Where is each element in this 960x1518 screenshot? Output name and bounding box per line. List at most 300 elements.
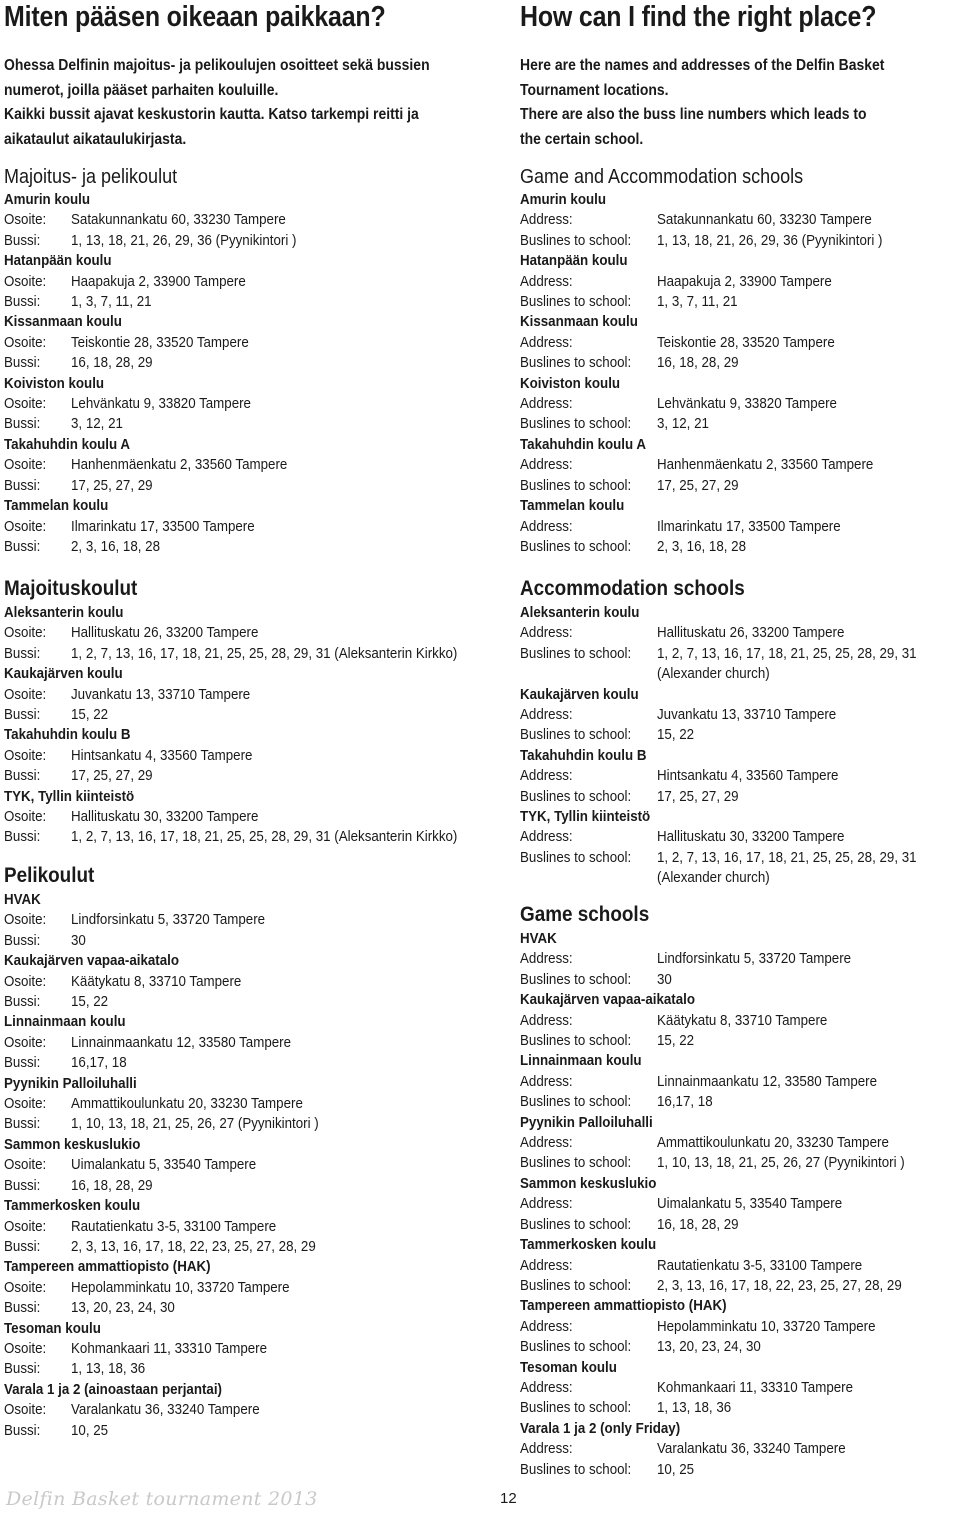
bus-row [4, 537, 500, 557]
bus-row [4, 766, 500, 786]
address-row-value: Hallituskatu 26, 33200 Tampere [71, 625, 259, 642]
bus-row [4, 1237, 500, 1257]
footer-brand: Delfin Basket tournament 2013 [6, 1488, 318, 1510]
bus-row-value: 1, 2, 7, 13, 16, 17, 18, 21, 25, 25, 28, 29, 31 [657, 645, 917, 662]
bus-row-label: Bussi: [4, 707, 41, 724]
address-row-value: Haapakuja 2, 33900 Tampere [657, 273, 832, 290]
address-row-value: Lehvänkatu 9, 33820 Tampere [71, 396, 251, 413]
intro-text [4, 54, 500, 152]
address-row-value: Lindforsinkatu 5, 33720 Tampere [657, 951, 852, 968]
bus-row [4, 1421, 500, 1441]
school-name: HVAK [4, 892, 41, 908]
school-name: TYK, Tyllin kiinteistö [4, 788, 135, 805]
bus-row-value: 1, 3, 7, 11, 21 [71, 294, 152, 311]
bus-row-label: Buslines to school: [520, 1461, 632, 1478]
school-entry [4, 1380, 500, 1441]
school-name: Sammon keskuslukio [520, 1175, 657, 1192]
school-name: Amurin koulu [4, 192, 90, 208]
school-entry [4, 496, 500, 557]
address-row-label: Address: [520, 212, 573, 229]
address-row-label: Osoite: [4, 334, 47, 351]
bus-row-value: 16, 18, 28, 29 [657, 1216, 739, 1233]
section-title: Game schools [520, 903, 650, 926]
section [4, 575, 500, 848]
school-name: Hatanpään koulu [4, 253, 112, 270]
address-row-value: Rautatienkatu 3-5, 33100 Tampere [657, 1257, 863, 1274]
school-entry [4, 1257, 500, 1318]
school-name: HVAK [520, 931, 557, 947]
school-entry [520, 1113, 956, 1174]
bus-row-value: 16, 18, 28, 29 [657, 355, 739, 372]
address-row-label: Osoite: [4, 1340, 47, 1357]
address-row-label: Address: [520, 1441, 573, 1458]
bus-row [4, 827, 500, 847]
school-name: Kissanmaan koulu [4, 314, 122, 331]
bus-row-value: 15, 22 [657, 1033, 695, 1050]
address-row [520, 455, 956, 475]
school-name: Kissanmaan koulu [520, 314, 638, 331]
school-entry [520, 603, 956, 685]
school-name: Tammerkosken koulu [4, 1198, 141, 1215]
address-row-label: Osoite: [4, 747, 47, 764]
bus-row [520, 1092, 956, 1112]
address-row [520, 1011, 956, 1031]
address-row-value: Varalankatu 36, 33240 Tampere [657, 1441, 846, 1458]
address-row-value: Linnainmaankatu 12, 33580 Tampere [657, 1073, 878, 1090]
bus-row-label: Bussi: [4, 645, 41, 662]
address-row-label: Address: [520, 396, 573, 413]
school-entry [520, 190, 956, 251]
school-name: Takahuhdin koulu A [4, 436, 130, 453]
section-title: Majoituskoulut [4, 577, 138, 600]
address-row [520, 272, 956, 292]
bus-row-label: Bussi: [4, 232, 41, 249]
school-name: Takahuhdin koulu B [520, 747, 647, 764]
address-row-value: Rautatienkatu 3-5, 33100 Tampere [71, 1218, 277, 1235]
bus-row-value: 2, 3, 13, 16, 17, 18, 22, 23, 25, 27, 28, 29 [657, 1277, 902, 1294]
school-name: Kaukajärven vapaa-aikatalo [4, 953, 180, 970]
bus-row-label: Bussi: [4, 1238, 41, 1255]
bus-row [520, 292, 956, 312]
bus-note: (Alexander church) [657, 666, 770, 683]
address-row [4, 272, 500, 292]
school-name: Tesoman koulu [520, 1359, 617, 1376]
address-row-value: Kohmankaari 11, 33310 Tampere [71, 1340, 268, 1357]
address-row-label: Osoite: [4, 1096, 47, 1113]
bus-row [520, 1215, 956, 1235]
bus-row-label: Bussi: [4, 416, 41, 433]
address-row-value: Hanhenmäenkatu 2, 33560 Tampere [657, 457, 874, 474]
section [520, 575, 956, 889]
intro-line: Ohessa Delfinin majoitus- ja pelikoulujen osoitteet sekä bussien [4, 57, 430, 74]
school-entry [520, 435, 956, 496]
bus-row-value: 10, 25 [657, 1461, 695, 1478]
bus-row [4, 931, 500, 951]
address-row [4, 623, 500, 643]
address-row-label: Address: [520, 625, 573, 642]
bus-row-label: Buslines to school: [520, 1216, 632, 1233]
intro-line: the certain school. [520, 130, 644, 148]
address-row-label: Osoite: [4, 809, 47, 826]
bus-row-value: 16,17, 18 [657, 1094, 713, 1111]
section-title: Majoitus- ja pelikoulut [4, 166, 178, 188]
school-entry [520, 990, 956, 1051]
school-entry [4, 1135, 500, 1196]
school-name: Tammelan koulu [520, 498, 625, 515]
bus-row-value: 16, 18, 28, 29 [71, 1177, 153, 1194]
bus-row-value: 30 [657, 971, 672, 988]
address-row [520, 333, 956, 353]
bus-row [520, 725, 956, 745]
bus-row-value: 1, 13, 18, 21, 26, 29, 36 (Pyynikintori ) [657, 232, 883, 249]
address-row-value: Satakunnankatu 60, 33230 Tampere [71, 212, 286, 229]
address-row-value: Haapakuja 2, 33900 Tampere [71, 273, 246, 290]
intro-line: Tournament locations. [520, 81, 669, 99]
english-column [520, 0, 956, 1478]
school-entry [520, 312, 956, 373]
school-name: Aleksanterin koulu [4, 605, 124, 621]
school-name: Takahuhdin koulu B [4, 727, 131, 744]
bus-row [4, 1114, 500, 1134]
bus-row [520, 1031, 956, 1051]
bus-row-label: Bussi: [4, 1361, 41, 1378]
school-name: Tammerkosken koulu [520, 1237, 657, 1254]
school-entry [520, 1419, 956, 1480]
address-row-value: Hepolamminkatu 10, 33720 Tampere [71, 1279, 290, 1296]
address-row-value: Lindforsinkatu 5, 33720 Tampere [71, 912, 266, 929]
address-row-label: Address: [520, 334, 573, 351]
address-row [520, 210, 956, 230]
address-row [520, 1378, 956, 1398]
address-row-value: Uimalankatu 5, 33540 Tampere [71, 1157, 257, 1174]
intro-line: Here are the names and addresses of the Delfin Basket [520, 57, 885, 74]
bus-row-value: 16,17, 18 [71, 1055, 127, 1072]
bus-row-value: 1, 10, 13, 18, 21, 25, 26, 27 (Pyynikintori ) [657, 1155, 905, 1172]
bus-row-value: 16, 18, 28, 29 [71, 355, 153, 372]
address-row [4, 333, 500, 353]
address-row-label: Osoite: [4, 973, 47, 990]
bus-row-value: 17, 25, 27, 29 [657, 788, 739, 805]
address-row [4, 455, 500, 475]
school-entry [4, 435, 500, 496]
school-name: Pyynikin Palloiluhalli [4, 1075, 137, 1092]
address-row [520, 1439, 956, 1459]
school-entry [4, 374, 500, 435]
bus-row [520, 537, 956, 557]
school-entry [520, 1296, 956, 1357]
address-row-value: Satakunnankatu 60, 33230 Tampere [657, 212, 872, 229]
school-name: Kaukajärven koulu [520, 686, 639, 703]
address-row-label: Address: [520, 1135, 573, 1152]
bus-row-label: Bussi: [4, 1116, 41, 1133]
school-name: Tampereen ammattiopisto (HAK) [4, 1259, 211, 1276]
school-entry [4, 1319, 500, 1380]
bus-row-value: 1, 2, 7, 13, 16, 17, 18, 21, 25, 25, 28, 29, 31 (Aleksanterin Kirkko) [71, 645, 458, 662]
school-name: Koiviston koulu [4, 375, 105, 392]
address-row [4, 1155, 500, 1175]
address-row-value: Ammattikoulunkatu 20, 33230 Tampere [657, 1135, 889, 1152]
school-name: Kaukajärven koulu [4, 666, 123, 683]
bus-row-value: 30 [71, 932, 86, 949]
school-name: Hatanpään koulu [520, 253, 628, 270]
school-name: Linnainmaan koulu [520, 1053, 642, 1070]
address-row-label: Address: [520, 1257, 573, 1274]
bus-row-value: 17, 25, 27, 29 [71, 477, 153, 494]
school-name: Varala 1 ja 2 (only Friday) [520, 1420, 681, 1437]
bus-row [520, 476, 956, 496]
school-name: Tampereen ammattiopisto (HAK) [520, 1298, 727, 1315]
bus-row [4, 476, 500, 496]
bus-row [4, 1298, 500, 1318]
section-title: Game and Accommodation schools [520, 166, 804, 188]
school-name: Koiviston koulu [520, 375, 621, 392]
bus-row [4, 353, 500, 373]
school-entry [4, 890, 500, 951]
address-row-label: Osoite: [4, 686, 47, 703]
address-row [4, 1278, 500, 1298]
intro-text [520, 54, 956, 152]
bus-row-value: 2, 3, 16, 18, 28 [71, 538, 161, 555]
school-entry [4, 1196, 500, 1257]
bus-row [4, 231, 500, 251]
bus-row [4, 992, 500, 1012]
bus-row-label: Bussi: [4, 538, 41, 555]
address-row-value: Teiskontie 28, 33520 Tampere [71, 334, 249, 351]
address-row-value: Hallituskatu 30, 33200 Tampere [71, 809, 259, 826]
address-row [520, 623, 956, 643]
address-row-label: Osoite: [4, 1157, 47, 1174]
bus-row [520, 644, 956, 685]
bus-row-value: 2, 3, 13, 16, 17, 18, 22, 23, 25, 27, 28, 29 [71, 1238, 316, 1255]
school-name: Tesoman koulu [4, 1320, 101, 1337]
bus-row-value: 1, 3, 7, 11, 21 [657, 294, 738, 311]
section-title: Accommodation schools [520, 577, 745, 600]
school-name: Kaukajärven vapaa-aikatalo [520, 992, 696, 1009]
school-entry [520, 251, 956, 312]
address-row-value: Juvankatu 13, 33710 Tampere [71, 686, 251, 703]
bus-row [4, 705, 500, 725]
address-row [4, 972, 500, 992]
bus-row-value: 1, 2, 7, 13, 16, 17, 18, 21, 25, 25, 28, 29, 31 (Aleksanterin Kirkko) [71, 829, 458, 846]
bus-note: (Alexander church) [657, 870, 770, 887]
bus-row-value: 15, 22 [71, 707, 109, 724]
address-row [520, 1072, 956, 1092]
bus-row-label: Buslines to school: [520, 355, 632, 372]
school-entry [4, 190, 500, 251]
school-entry [4, 1012, 500, 1073]
address-row-label: Osoite: [4, 1034, 47, 1051]
address-row-label: Address: [520, 1073, 573, 1090]
bus-row-label: Bussi: [4, 1055, 41, 1072]
school-entry [520, 1358, 956, 1419]
page-number: 12 [500, 1490, 517, 1507]
bus-row-label: Buslines to school: [520, 788, 632, 805]
section [520, 901, 956, 1480]
bus-row [4, 1359, 500, 1379]
address-row-value: Hallituskatu 26, 33200 Tampere [657, 625, 845, 642]
bus-row-label: Bussi: [4, 1300, 41, 1317]
bus-row-label: Bussi: [4, 829, 41, 846]
bus-row-value: 17, 25, 27, 29 [71, 768, 153, 785]
address-row [520, 827, 956, 847]
address-row [4, 1033, 500, 1053]
address-row-label: Address: [520, 273, 573, 290]
bus-row-label: Buslines to school: [520, 294, 632, 311]
address-row-label: Osoite: [4, 912, 47, 929]
bus-row [520, 1460, 956, 1480]
address-row-label: Osoite: [4, 212, 47, 229]
school-entry [4, 603, 500, 664]
school-entry [4, 664, 500, 725]
school-name: Takahuhdin koulu A [520, 436, 646, 453]
bus-row-label: Bussi: [4, 1422, 41, 1439]
intro-line: numerot, joilla pääset parhaiten kouluille. [4, 81, 279, 99]
bus-row-label: Bussi: [4, 355, 41, 372]
bus-row [4, 1053, 500, 1073]
bus-row-value: 10, 25 [71, 1422, 109, 1439]
bus-row [520, 353, 956, 373]
bus-row-value: 13, 20, 23, 24, 30 [657, 1339, 761, 1356]
address-row-label: Osoite: [4, 1218, 47, 1235]
address-row-value: Käätykatu 8, 33710 Tampere [71, 973, 242, 990]
address-row-value: Teiskontie 28, 33520 Tampere [657, 334, 835, 351]
bus-row [4, 414, 500, 434]
bus-row-value: 2, 3, 16, 18, 28 [657, 538, 747, 555]
address-row-value: Käätykatu 8, 33710 Tampere [657, 1012, 828, 1029]
address-row-label: Osoite: [4, 1279, 47, 1296]
address-row [4, 1339, 500, 1359]
address-row-label: Osoite: [4, 457, 47, 474]
address-row-value: Linnainmaankatu 12, 33580 Tampere [71, 1034, 292, 1051]
address-row-value: Hallituskatu 30, 33200 Tampere [657, 829, 845, 846]
bus-row [520, 848, 956, 889]
address-row [4, 910, 500, 930]
bus-row-value: 3, 12, 21 [71, 416, 123, 433]
school-name: TYK, Tyllin kiinteistö [520, 809, 651, 826]
address-row [4, 517, 500, 537]
address-row-label: Address: [520, 1318, 573, 1335]
bus-row-value: 1, 10, 13, 18, 21, 25, 26, 27 (Pyynikintori ) [71, 1116, 319, 1133]
bus-row [4, 1176, 500, 1196]
school-entry [520, 374, 956, 435]
address-row-label: Address: [520, 951, 573, 968]
bus-row-value: 1, 13, 18, 36 [71, 1361, 146, 1378]
address-row-value: Uimalankatu 5, 33540 Tampere [657, 1196, 843, 1213]
school-entry [520, 746, 956, 807]
bus-row-value: 1, 13, 18, 21, 26, 29, 36 (Pyynikintori ) [71, 232, 297, 249]
address-row [4, 746, 500, 766]
school-name: Sammon keskuslukio [4, 1136, 141, 1153]
finnish-column [4, 0, 500, 1439]
address-row [520, 705, 956, 725]
section [4, 862, 500, 1441]
bus-row-label: Buslines to school: [520, 538, 632, 555]
address-row [4, 394, 500, 414]
school-entry [4, 787, 500, 848]
address-row [520, 394, 956, 414]
address-row [4, 1400, 500, 1420]
bus-row-value: 3, 12, 21 [657, 416, 709, 433]
bus-row-label: Buslines to school: [520, 1155, 632, 1172]
school-entry [520, 496, 956, 557]
bus-row [520, 1153, 956, 1173]
address-row-value: Ilmarinkatu 17, 33500 Tampere [71, 518, 255, 535]
bus-row-label: Buslines to school: [520, 1033, 632, 1050]
address-row [4, 210, 500, 230]
address-row [520, 949, 956, 969]
address-row-value: Ammattikoulunkatu 20, 33230 Tampere [71, 1096, 303, 1113]
bus-row-label: Bussi: [4, 994, 41, 1011]
bus-row-label: Buslines to school: [520, 727, 632, 744]
address-row [520, 766, 956, 786]
bus-row-label: Bussi: [4, 768, 41, 785]
address-row-value: Varalankatu 36, 33240 Tampere [71, 1402, 260, 1419]
school-entry [4, 1074, 500, 1135]
address-row-label: Osoite: [4, 273, 47, 290]
bus-row-label: Bussi: [4, 932, 41, 949]
address-row-value: Hepolamminkatu 10, 33720 Tampere [657, 1318, 876, 1335]
school-name: Aleksanterin koulu [520, 605, 640, 621]
bus-row-value: 15, 22 [657, 727, 695, 744]
address-row-label: Address: [520, 1379, 573, 1396]
school-entry [520, 1051, 956, 1112]
bus-row-value: 17, 25, 27, 29 [657, 477, 739, 494]
address-row-value: Hintsankatu 4, 33560 Tampere [71, 747, 253, 764]
address-row-label: Address: [520, 1196, 573, 1213]
school-entry [4, 951, 500, 1012]
bus-row-label: Buslines to school: [520, 849, 632, 866]
bus-row-label: Buslines to school: [520, 645, 632, 662]
school-name: Tammelan koulu [4, 498, 109, 515]
school-name: Varala 1 ja 2 (ainoastaan perjantai) [4, 1381, 222, 1398]
address-row-label: Osoite: [4, 625, 47, 642]
school-entry [520, 1235, 956, 1296]
address-row [520, 1133, 956, 1153]
school-entry [520, 685, 956, 746]
address-row [520, 1256, 956, 1276]
bus-row [520, 787, 956, 807]
bus-row-label: Buslines to school: [520, 1400, 632, 1417]
bus-row-label: Buslines to school: [520, 232, 632, 249]
address-row-label: Osoite: [4, 518, 47, 535]
bus-row-label: Buslines to school: [520, 416, 632, 433]
bus-row-value: 13, 20, 23, 24, 30 [71, 1300, 175, 1317]
address-row-label: Address: [520, 768, 573, 785]
bus-row-label: Bussi: [4, 1177, 41, 1194]
address-row [520, 1317, 956, 1337]
address-row-value: Lehvänkatu 9, 33820 Tampere [657, 396, 837, 413]
section [520, 164, 956, 557]
address-row [4, 685, 500, 705]
bus-row [4, 644, 500, 664]
address-row-value: Juvankatu 13, 33710 Tampere [657, 707, 837, 724]
bus-row-label: Buslines to school: [520, 1277, 632, 1294]
school-entry [520, 807, 956, 889]
address-row-label: Osoite: [4, 1402, 47, 1419]
address-row [4, 807, 500, 827]
intro-line: There are also the buss line numbers which leads to [520, 106, 867, 123]
school-entry [4, 251, 500, 312]
school-entry [4, 725, 500, 786]
address-row-label: Address: [520, 707, 573, 724]
bus-row-label: Bussi: [4, 477, 41, 494]
bus-row-value: 1, 2, 7, 13, 16, 17, 18, 21, 25, 25, 28, 29, 31 [657, 849, 917, 866]
address-row-value: Ilmarinkatu 17, 33500 Tampere [657, 518, 841, 535]
address-row-label: Address: [520, 518, 573, 535]
bus-row-label: Buslines to school: [520, 1339, 632, 1356]
page-title: Miten pääsen oikeaan paikkaan? [4, 1, 386, 33]
school-name: Linnainmaan koulu [4, 1014, 126, 1031]
